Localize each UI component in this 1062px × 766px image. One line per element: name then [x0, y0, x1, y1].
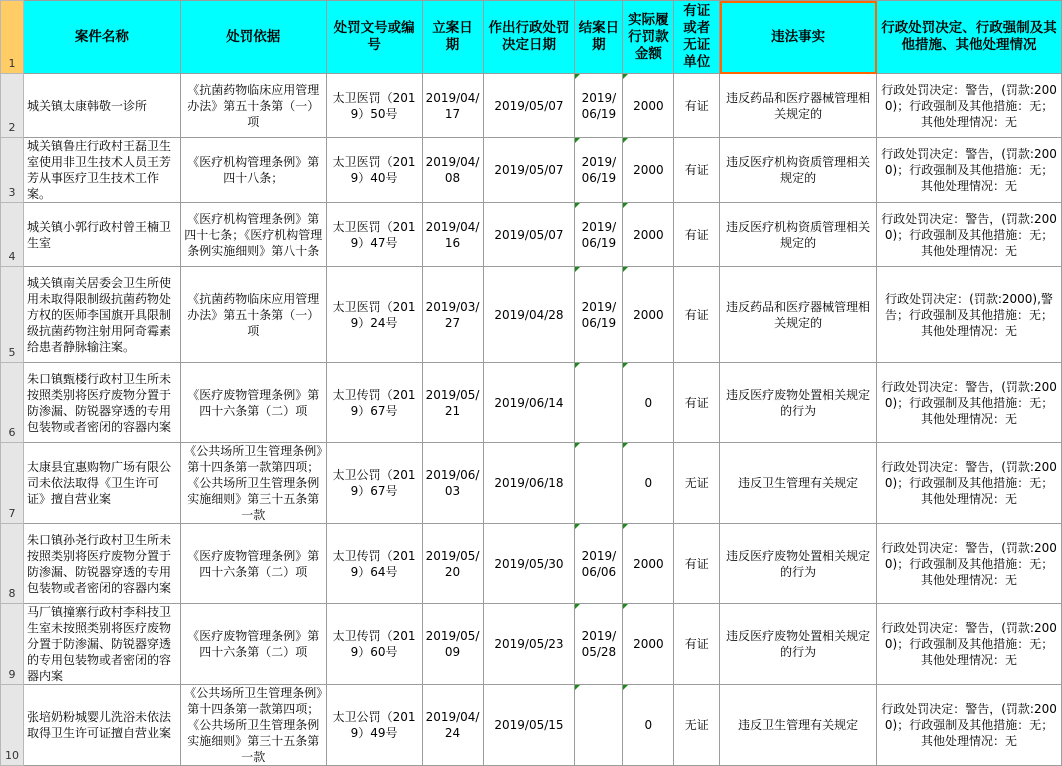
- cell-closed[interactable]: 2019/06/19: [575, 138, 623, 203]
- cell-basis[interactable]: 《公共场所卫生管理条例》第十四条第一款第四项；《公共场所卫生管理条例实施细则》第三十五条第一款: [180, 685, 326, 766]
- cell-decision[interactable]: 行政处罚决定：警告，(罚款:2000)；行政强制及其他措施：无；其他处理情况：无: [877, 203, 1062, 267]
- row-number[interactable]: 6: [1, 363, 24, 443]
- cell-basis[interactable]: 《医疗机构管理条例》第四十七条；《医疗机构管理条例实施细则》第八十条: [180, 203, 326, 267]
- cell-filed[interactable]: 2019/05/21: [422, 363, 483, 443]
- cell-facts[interactable]: 违反卫生管理有关规定: [720, 443, 877, 524]
- column-header-amount[interactable]: 实际履行罚款金额: [623, 1, 674, 74]
- cell-license[interactable]: 有证: [674, 524, 720, 604]
- cell-basis[interactable]: 《抗菌药物临床应用管理办法》第五十条第（一）项: [180, 267, 326, 363]
- column-header-closed[interactable]: 结案日期: [575, 1, 623, 74]
- cell-closed[interactable]: 2019/05/28: [575, 604, 623, 685]
- column-header-basis[interactable]: 处罚依据: [180, 1, 326, 74]
- cell-docno[interactable]: 太卫传罚（2019）64号: [326, 524, 422, 604]
- cell-decided[interactable]: 2019/05/15: [483, 685, 575, 766]
- cell-amount[interactable]: 2000: [623, 604, 674, 685]
- cell-name[interactable]: 城关镇鲁庄行政村王磊卫生室使用非卫生技术人员王芳芳从事医疗卫生技术工作案。: [23, 138, 180, 203]
- cell-name[interactable]: 朱口镇孙尧行政村卫生所未按照类别将医疗废物分置于防渗漏、防锐器穿透的专用包装物或者密闭的容器内案: [23, 524, 180, 604]
- cell-filed[interactable]: 2019/04/17: [422, 74, 483, 138]
- cell-amount[interactable]: 2000: [623, 203, 674, 267]
- cell-docno[interactable]: 太卫传罚（2019）60号: [326, 604, 422, 685]
- column-header-license[interactable]: 有证或者无证单位: [674, 1, 720, 74]
- cell-basis[interactable]: 《医疗废物管理条例》第四十六条第（二）项: [180, 524, 326, 604]
- cell-name[interactable]: 朱口镇甄楼行政村卫生所未按照类别将医疗废物分置于防渗漏、防锐器穿透的专用包装物或者密闭的容器内案: [23, 363, 180, 443]
- cell-decision[interactable]: 行政处罚决定：警告，(罚款:2000)；行政强制及其他措施：无；其他处理情况：无: [877, 363, 1062, 443]
- cell-decision[interactable]: 行政处罚决定：警告，(罚款:2000)；行政强制及其他措施：无；其他处理情况：无: [877, 138, 1062, 203]
- cell-decision[interactable]: 行政处罚决定：警告，(罚款:2000)；行政强制及其他措施：无；其他处理情况：无: [877, 443, 1062, 524]
- cell-name[interactable]: 城关镇太康韩敬一诊所: [23, 74, 180, 138]
- cell-docno[interactable]: 太卫医罚（2019）24号: [326, 267, 422, 363]
- column-header-name[interactable]: 案件名称: [23, 1, 180, 74]
- row-number[interactable]: 4: [1, 203, 24, 267]
- cell-filed[interactable]: 2019/04/24: [422, 685, 483, 766]
- cell-name[interactable]: 张培奶粉城婴儿洗浴未依法取得卫生许可证擅自营业案: [23, 685, 180, 766]
- cell-decided[interactable]: 2019/05/23: [483, 604, 575, 685]
- table-row: [1, 604, 1062, 685]
- row-number[interactable]: 5: [1, 267, 24, 363]
- cell-facts[interactable]: 违反卫生管理有关规定: [720, 685, 877, 766]
- cell-decided[interactable]: 2019/05/07: [483, 138, 575, 203]
- cell-amount[interactable]: 0: [623, 363, 674, 443]
- cell-decided[interactable]: 2019/06/18: [483, 443, 575, 524]
- cell-docno[interactable]: 太卫传罚（2019）67号: [326, 363, 422, 443]
- cell-decided[interactable]: 2019/05/07: [483, 203, 575, 267]
- cell-amount[interactable]: 2000: [623, 138, 674, 203]
- cell-name[interactable]: 马厂镇撞寨行政村李科技卫生室未按照类别将医疗废物分置于防渗漏、防锐器穿透的专用包装物或者密闭的容器内案: [23, 604, 180, 685]
- cell-docno[interactable]: 太卫医罚（2019）47号: [326, 203, 422, 267]
- cell-docno[interactable]: 太卫公罚（2019）67号: [326, 443, 422, 524]
- cell-decided[interactable]: 2019/05/07: [483, 74, 575, 138]
- row-number[interactable]: 2: [1, 74, 24, 138]
- table-row: [1, 363, 1062, 443]
- cell-basis[interactable]: 《医疗废物管理条例》第四十六条第（二）项: [180, 604, 326, 685]
- row-number[interactable]: 10: [1, 685, 24, 766]
- cell-amount[interactable]: 0: [623, 685, 674, 766]
- row-number[interactable]: 3: [1, 138, 24, 203]
- table-row: [1, 74, 1062, 138]
- cell-amount[interactable]: 2000: [623, 267, 674, 363]
- row-number[interactable]: 1: [1, 1, 24, 74]
- cell-license[interactable]: 无证: [674, 443, 720, 524]
- cell-closed[interactable]: [575, 363, 623, 443]
- cell-name[interactable]: 城关镇小郭行政村曾王楠卫生室: [23, 203, 180, 267]
- cell-facts[interactable]: 违反医疗废物处置相关规定的行为: [720, 524, 877, 604]
- cell-facts[interactable]: 违反药品和医疗器械管理相关规定的: [720, 74, 877, 138]
- cell-closed[interactable]: 2019/06/19: [575, 267, 623, 363]
- cell-license[interactable]: 有证: [674, 604, 720, 685]
- cell-basis[interactable]: 《公共场所卫生管理条例》第十四条第一款第四项；《公共场所卫生管理条例实施细则》第三十五条第一款: [180, 443, 326, 524]
- cell-license[interactable]: 有证: [674, 203, 720, 267]
- cell-closed[interactable]: [575, 443, 623, 524]
- cell-closed[interactable]: 2019/06/06: [575, 524, 623, 604]
- column-header-decided[interactable]: 作出行政处罚决定日期: [483, 1, 575, 74]
- column-header-decision[interactable]: 行政处罚决定、行政强制及其他措施、其他处理情况: [877, 1, 1062, 74]
- cell-filed[interactable]: 2019/04/08: [422, 138, 483, 203]
- cell-filed[interactable]: 2019/05/09: [422, 604, 483, 685]
- cell-license[interactable]: 无证: [674, 685, 720, 766]
- cell-docno[interactable]: 太卫公罚（2019）49号: [326, 685, 422, 766]
- table-row: [1, 443, 1062, 524]
- cell-closed[interactable]: 2019/06/19: [575, 203, 623, 267]
- cell-license[interactable]: 有证: [674, 74, 720, 138]
- cell-amount[interactable]: 2000: [623, 74, 674, 138]
- cell-basis[interactable]: 《医疗废物管理条例》第四十六条第（二）项: [180, 363, 326, 443]
- table-row: [1, 524, 1062, 604]
- row-number[interactable]: 7: [1, 443, 24, 524]
- row-number[interactable]: 9: [1, 604, 24, 685]
- cell-docno[interactable]: 太卫医罚（2019）50号: [326, 74, 422, 138]
- cell-name[interactable]: 城关镇南关居委会卫生所使用未取得限制级抗菌药物处方权的医师李国旗开具限制级抗菌药物注射用阿奇霉素给患者静脉输注案。: [23, 267, 180, 363]
- cell-decision[interactable]: 行政处罚决定：警告，(罚款:2000)；行政强制及其他措施：无；其他处理情况：无: [877, 524, 1062, 604]
- table-row: [1, 685, 1062, 766]
- table-body: [1, 1, 1062, 766]
- table-row: [1, 203, 1062, 267]
- cell-facts[interactable]: 违反药品和医疗器械管理相关规定的: [720, 267, 877, 363]
- cell-decided[interactable]: 2019/06/14: [483, 363, 575, 443]
- column-header-docno[interactable]: 处罚文号或编号: [326, 1, 422, 74]
- column-header-filed[interactable]: 立案日期: [422, 1, 483, 74]
- header-row: [1, 1, 1062, 74]
- cell-decision[interactable]: 行政处罚决定：警告，(罚款:2000)；行政强制及其他措施：无；其他处理情况：无: [877, 74, 1062, 138]
- cell-docno[interactable]: 太卫医罚（2019）40号: [326, 138, 422, 203]
- cell-filed[interactable]: 2019/06/03: [422, 443, 483, 524]
- table-row: [1, 267, 1062, 363]
- cell-decided[interactable]: 2019/05/30: [483, 524, 575, 604]
- cell-filed[interactable]: 2019/05/20: [422, 524, 483, 604]
- cell-decision[interactable]: 行政处罚决定：警告，(罚款:2000)；行政强制及其他措施：无；其他处理情况：无: [877, 685, 1062, 766]
- cell-decision[interactable]: 行政处罚决定：(罚款:2000),警告；行政强制及其他措施：无；其他处理情况：无: [877, 267, 1062, 363]
- row-number[interactable]: 8: [1, 524, 24, 604]
- cell-decision[interactable]: 行政处罚决定：警告，(罚款:2000)；行政强制及其他措施：无；其他处理情况：无: [877, 604, 1062, 685]
- cell-amount[interactable]: 0: [623, 443, 674, 524]
- cell-basis[interactable]: 《医疗机构管理条例》第四十八条；: [180, 138, 326, 203]
- cell-facts[interactable]: 违反医疗废物处置相关规定的行为: [720, 604, 877, 685]
- cell-license[interactable]: 有证: [674, 363, 720, 443]
- cell-license[interactable]: 有证: [674, 267, 720, 363]
- cell-name[interactable]: 太康县宜惠购物广场有限公司未依法取得《卫生许可证》擅自营业案: [23, 443, 180, 524]
- cell-closed[interactable]: 2019/06/19: [575, 74, 623, 138]
- cell-license[interactable]: 有证: [674, 138, 720, 203]
- column-header-facts[interactable]: 违法事实: [720, 1, 877, 74]
- cell-filed[interactable]: 2019/04/16: [422, 203, 483, 267]
- cell-amount[interactable]: 2000: [623, 524, 674, 604]
- cell-closed[interactable]: [575, 685, 623, 766]
- table-row: [1, 138, 1062, 203]
- cell-filed[interactable]: 2019/03/27: [422, 267, 483, 363]
- cell-decided[interactable]: 2019/04/28: [483, 267, 575, 363]
- cell-basis[interactable]: 《抗菌药物临床应用管理办法》第五十条第（一）项: [180, 74, 326, 138]
- cell-facts[interactable]: 违反医疗机构资质管理相关规定的: [720, 203, 877, 267]
- cell-facts[interactable]: 违反医疗废物处置相关规定的行为: [720, 363, 877, 443]
- cell-facts[interactable]: 违反医疗机构资质管理相关规定的: [720, 138, 877, 203]
